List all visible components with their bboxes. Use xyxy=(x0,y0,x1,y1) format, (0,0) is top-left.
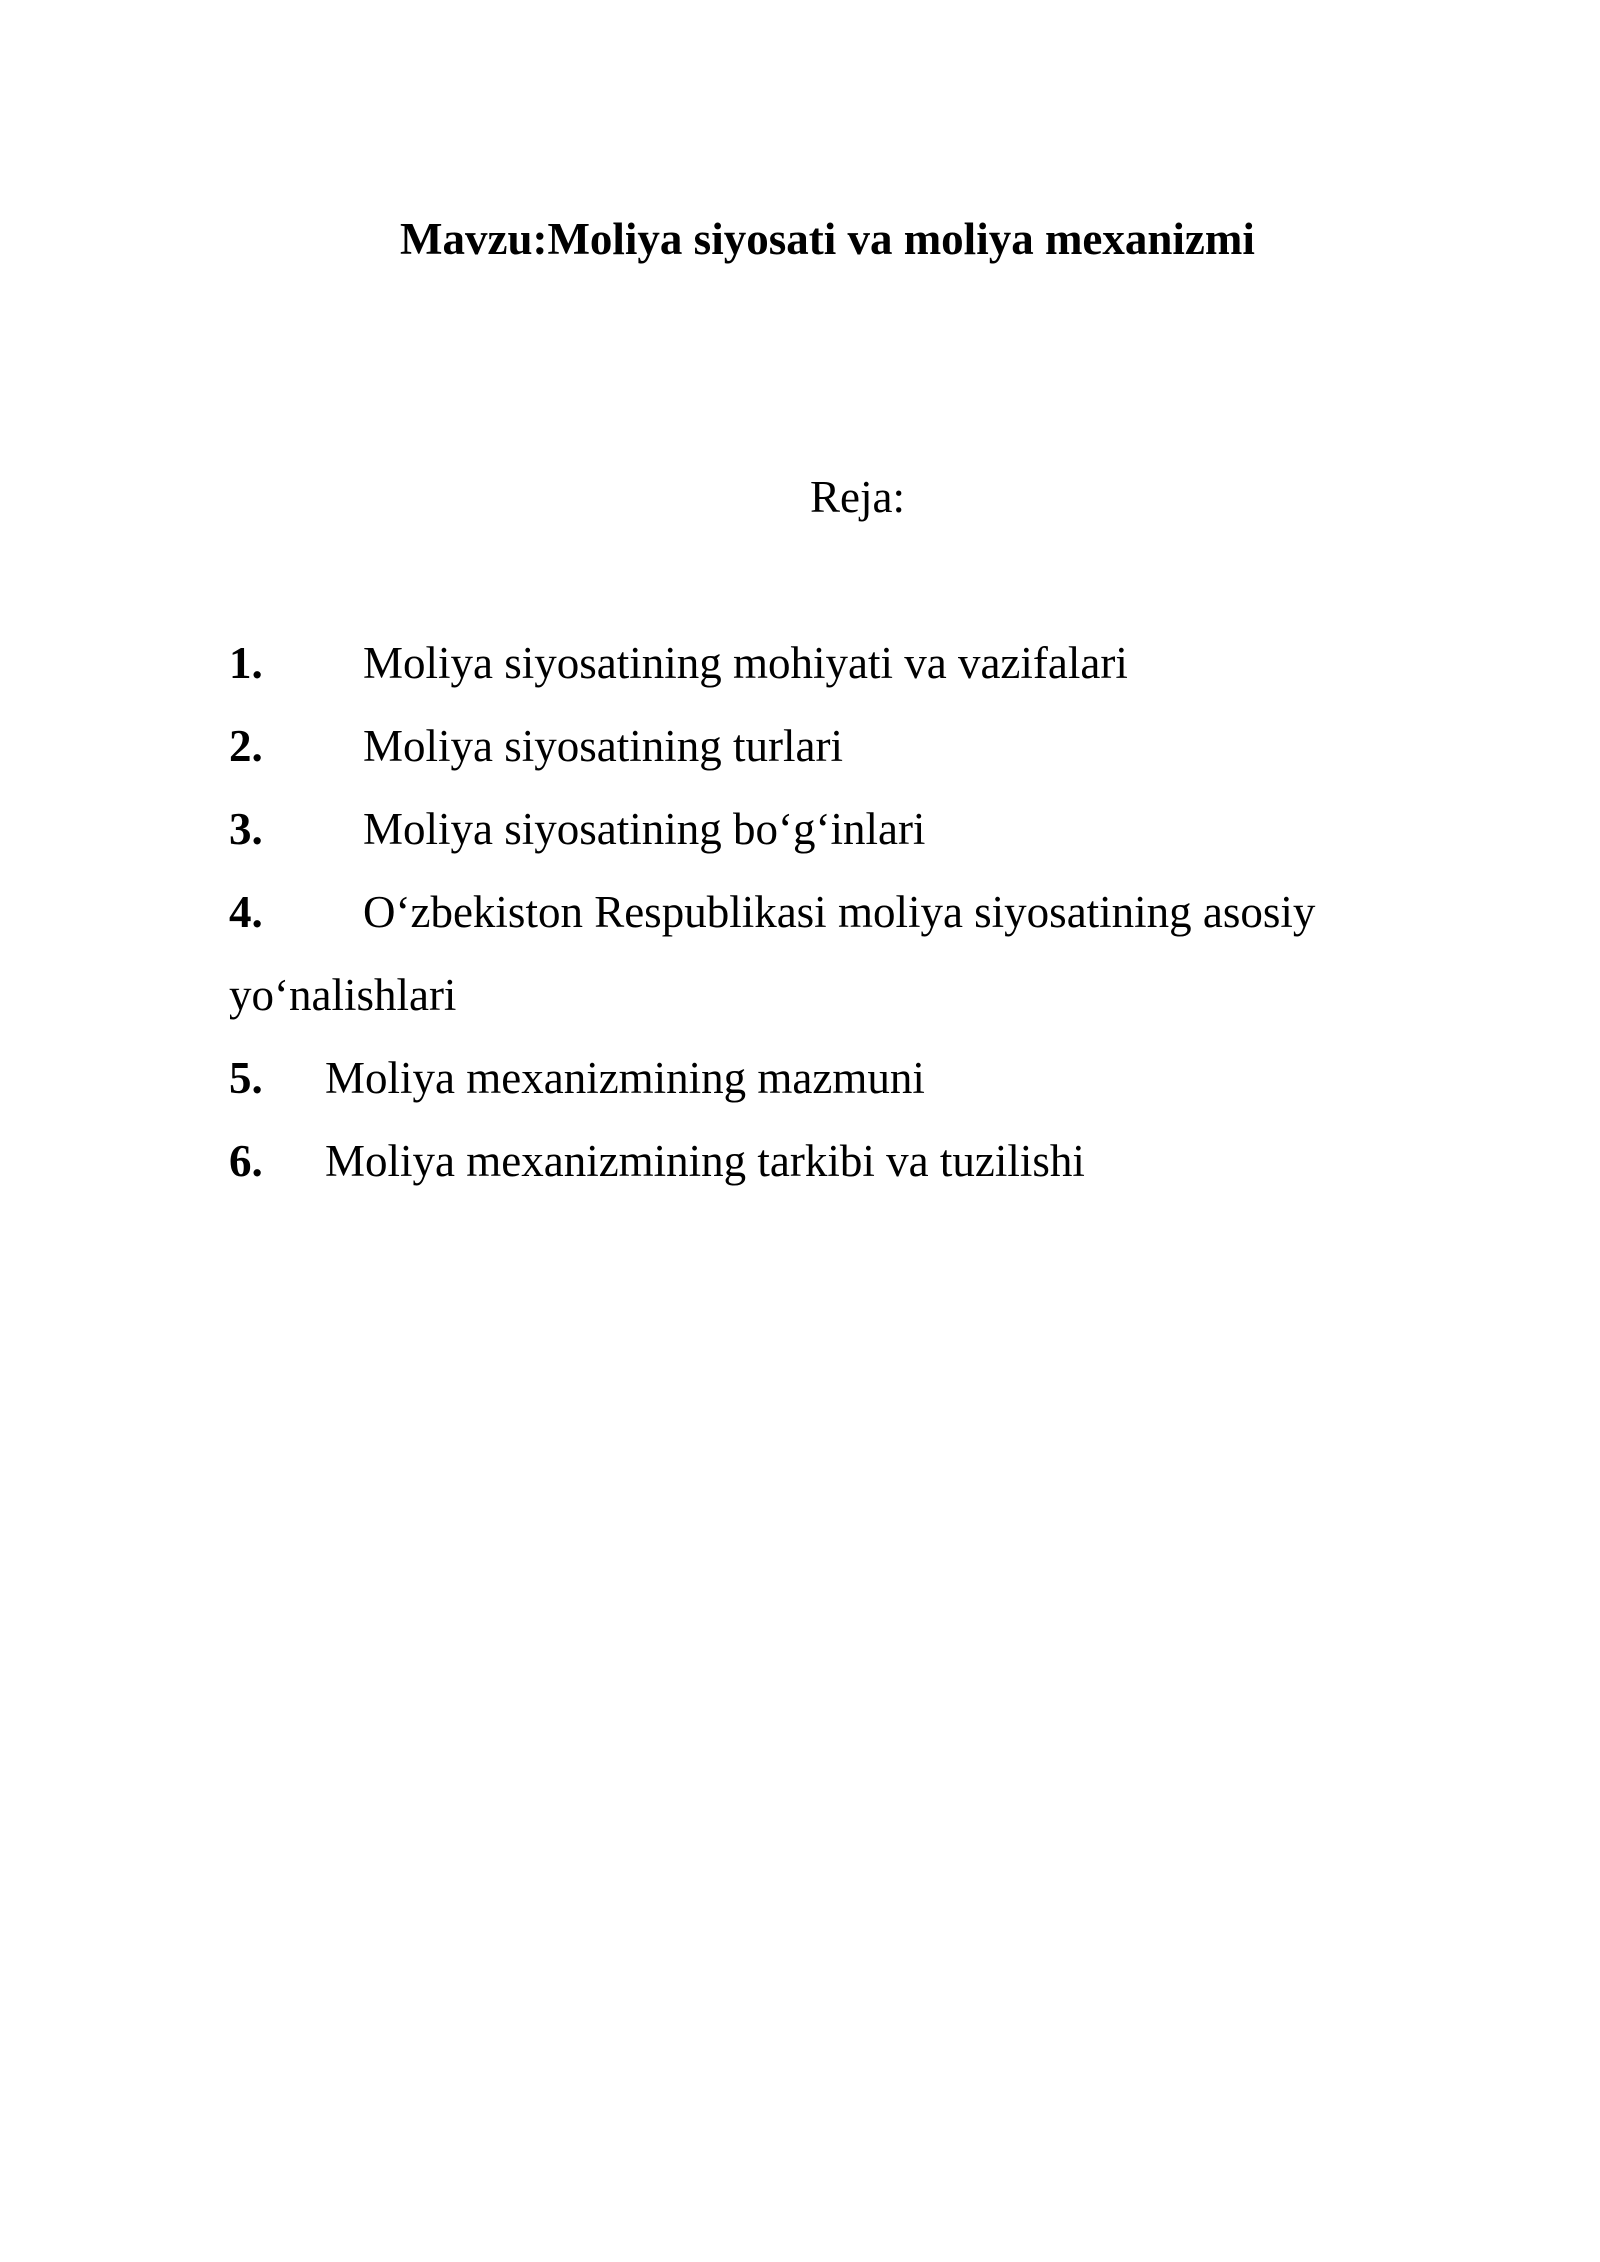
list-item-number: 3. xyxy=(229,804,263,854)
list-item xyxy=(229,885,1315,939)
list-item-text: Moliya mexanizmining tarkibi va tuzilishi xyxy=(325,1136,1085,1186)
list-item xyxy=(229,636,1128,690)
list-item-number: 2. xyxy=(229,721,263,771)
list-item-text: Moliya siyosatining mohiyati va vazifalari xyxy=(363,638,1128,688)
document-title: Mavzu:Moliya siyosati va moliya mexanizmi xyxy=(400,214,1255,264)
plan-heading: Reja: xyxy=(810,472,905,522)
list-item-number: 1. xyxy=(229,638,263,688)
list-item-text: Moliya siyosatining bo‘g‘inlari xyxy=(363,804,926,854)
list-item-number: 6. xyxy=(229,1136,263,1186)
list-item-text: Moliya siyosatining turlari xyxy=(363,721,843,771)
list-item xyxy=(229,1051,925,1105)
list-item xyxy=(229,802,925,856)
list-item-continuation: yo‘nalishlari xyxy=(229,970,457,1020)
list-item-number: 4. xyxy=(229,887,263,937)
list-item-text: O‘zbekiston Respublikasi moliya siyosatining asosiy xyxy=(363,887,1316,937)
list-item xyxy=(229,1134,1085,1188)
list-item-number: 5. xyxy=(229,1053,263,1103)
list-item xyxy=(229,719,843,773)
list-item-text: Moliya mexanizmining mazmuni xyxy=(325,1053,925,1103)
